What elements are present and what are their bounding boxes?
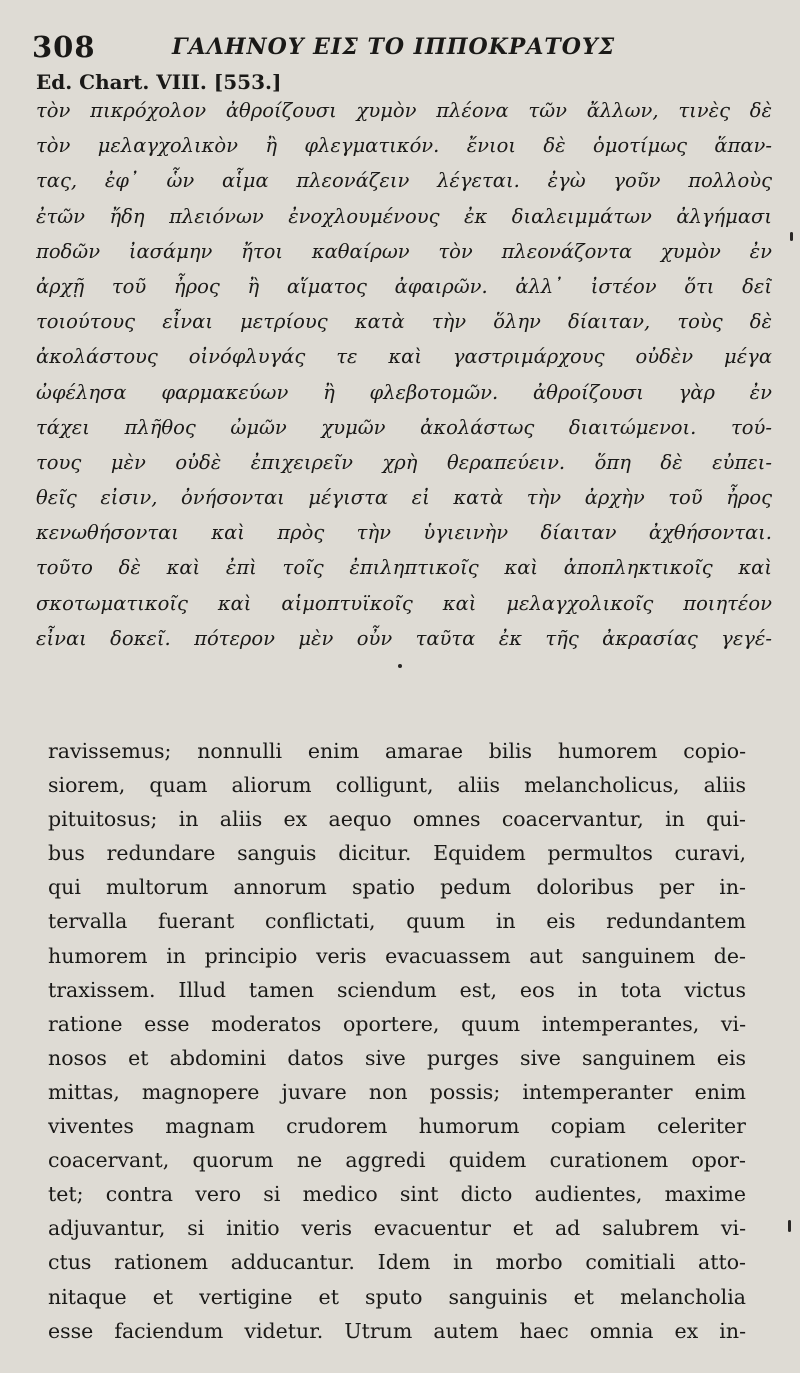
latin-text-line: coacervant, quorum ne aggredi quidem curationem opor- bbox=[48, 1148, 746, 1173]
latin-text-line: traxissem. Illud tamen sciendum est, eos in tota victus bbox=[48, 977, 746, 1002]
greek-text-line: σκοτωματικοῖς καὶ αἱμοπτυϊκοῖς καὶ μελαγχολικοῖς ποιητέον bbox=[36, 591, 772, 615]
latin-text-line: bus redundare sanguis dicitur. Equidem permultos curavi, bbox=[48, 841, 746, 866]
latin-text-line: esse faciendum videtur. Utrum autem haec omnia ex in- bbox=[48, 1318, 746, 1343]
greek-text-line: τὸν πικρόχολον ἀθροίζουσι χυμὸν πλέονα τῶν ἄλλων, τινὲς δὲ bbox=[36, 99, 772, 122]
greek-text-line: τὸν μελαγχολικὸν ἢ φλεγματικόν. ἔνιοι δὲ ὁμοτίμως ἅπαν- bbox=[36, 134, 772, 158]
page-number: 308 bbox=[32, 30, 96, 64]
print-speck bbox=[788, 1220, 791, 1232]
greek-text-line: ἀκολάστους οἰνόφλυγάς τε καὶ γαστριμάρχους οὐδὲν μέγα bbox=[36, 345, 772, 369]
greek-text-line: τοῦτο δὲ καὶ ἐπὶ τοῖς ἐπιληπτικοῖς καὶ ἀποπληκτικοῖς καὶ bbox=[36, 556, 772, 580]
greek-text-line: ὠφέλησα φαρμακεύων ἢ φλεβοτομῶν. ἀθροίζουσι γὰρ ἐν bbox=[36, 380, 772, 404]
latin-text-block bbox=[48, 734, 746, 1348]
greek-text-line: ποδῶν ἰασάμην ἤτοι καθαίρων τὸν πλεονάζοντα χυμὸν ἐν bbox=[36, 239, 772, 263]
greek-text-line: ἀρχῇ τοῦ ἦρος ἢ αἵματος ἀφαιρῶν. ἀλλ᾽ ἰστέον ὅτι δεῖ bbox=[36, 274, 772, 298]
latin-text-line: pituitosus; in aliis ex aequo omnes coacervantur, in qui- bbox=[48, 807, 746, 832]
page-header bbox=[32, 30, 772, 72]
latin-text-line: viventes magnam crudorem humorum copiam celeriter bbox=[48, 1114, 746, 1139]
latin-text-line: tet; contra vero si medico sint dicto audientes, maxime bbox=[48, 1182, 746, 1207]
greek-text-block bbox=[36, 93, 772, 656]
latin-text-line: tervalla fuerant conflictati, quum in eis redundantem bbox=[48, 909, 746, 934]
greek-text-line: κενωθήσονται καὶ πρὸς τὴν ὑγιεινὴν δίαιταν ἀχθήσονται. bbox=[36, 521, 772, 545]
latin-text-line: ravissemus; nonnulli enim amarae bilis humorem copio- bbox=[48, 739, 746, 763]
latin-text-line: nitaque et vertigine et sputo sanguinis et melancholia bbox=[48, 1284, 746, 1309]
running-head: ΓΑΛΗΝΟΥ ΕΙΣ ΤΟ ΙΠΠΟΚΡΑΤΟΥΣ bbox=[172, 34, 616, 60]
greek-text-line: τοιούτους εἶναι μετρίους κατὰ τὴν ὅλην δίαιταν, τοὺς δὲ bbox=[36, 310, 772, 334]
greek-text-line: τάχει πλῆθος ὠμῶν χυμῶν ἀκολάστως διαιτώμενοι. τού- bbox=[36, 415, 772, 439]
edition-reference: Ed. Chart. VIII. [553.] bbox=[36, 70, 282, 94]
latin-text-line: humorem in principio veris evacuassem aut sanguinem de- bbox=[48, 943, 746, 968]
greek-text-line: ἐτῶν ἤδη πλειόνων ἐνοχλουμένους ἐκ διαλειμμάτων ἀλγήμασι bbox=[36, 204, 772, 228]
greek-text-line: θεῖς εἰσιν, ὀνήσονται μέγιστα εἰ κατὰ τὴν ἀρχὴν τοῦ ἦρος bbox=[36, 486, 772, 510]
latin-text-line: nosos et abdomini datos sive purges sive sanguinem eis bbox=[48, 1045, 746, 1070]
greek-text-line: τας, ἐφ᾽ ὧν αἷμα πλεονάζειν λέγεται. ἐγὼ γοῦν πολλοὺς bbox=[36, 169, 772, 193]
latin-text-line: ctus rationem adducantur. Idem in morbo comitiali atto- bbox=[48, 1250, 746, 1275]
greek-text-line: εἶναι δοκεῖ. πότερον μὲν οὖν ταῦτα ἐκ τῆς ἀκρασίας γεγέ- bbox=[36, 626, 772, 650]
latin-text-line: siorem, quam aliorum colligunt, aliis melancholicus, aliis bbox=[48, 773, 746, 798]
print-speck bbox=[790, 232, 793, 241]
latin-text-line: mittas, magnopere juvare non possis; intemperanter enim bbox=[48, 1079, 746, 1104]
latin-text-line: ratione esse moderatos oportere, quum intemperantes, vi- bbox=[48, 1011, 746, 1036]
latin-text-line: qui multorum annorum spatio pedum doloribus per in- bbox=[48, 875, 746, 900]
greek-text-line: τους μὲν οὐδὲ ἐπιχειρεῖν χρὴ θεραπεύειν. ὅπη δὲ εὐπει- bbox=[36, 450, 772, 474]
print-speck bbox=[398, 664, 402, 668]
latin-text-line: adjuvantur, si initio veris evacuentur et ad salubrem vi- bbox=[48, 1216, 746, 1241]
